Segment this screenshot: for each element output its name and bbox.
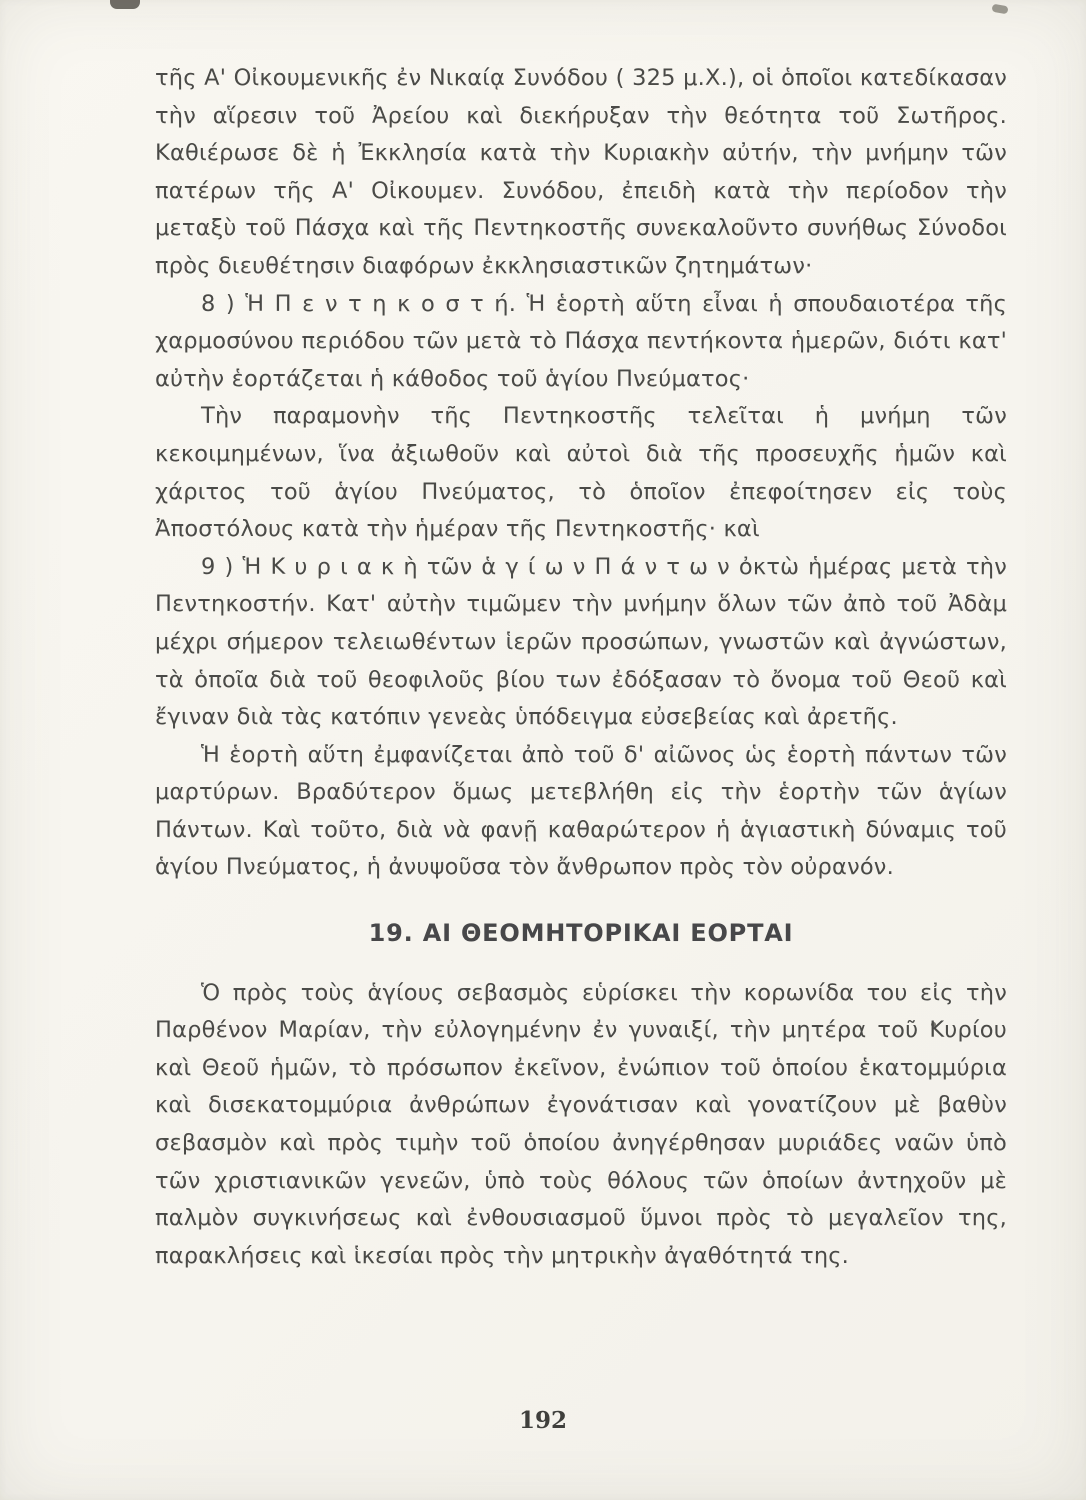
- page-number: 192: [518, 1407, 567, 1434]
- scan-artifact-top-left: [110, 0, 140, 9]
- paragraph-item-8-pentecost: 8 ) Ἡ Π ε ν τ η κ ο σ τ ή. Ἡ ἑορτὴ αὕτη εἶναι ἡ σπουδαιοτέρα τῆς χαρμοσύνου περιόδου τῶν μετὰ τὸ Πάσχα πεντήκοντα ἡμερῶν, διότι κατ' αὐτὴν ἑορτάζεται ἡ κάθοδος τοῦ ἁγίου Πνεύματος·: [155, 290, 1007, 392]
- section-heading: 19. ΑΙ ΘΕΟΜΗΤΟΡΙΚΑΙ ΕΟΡΤΑΙ: [368, 919, 794, 948]
- scan-artifact-top-right: [991, 4, 1008, 15]
- paragraph-continuation: τῆς Α' Οἰκουμενικῆς ἐν Νικαίᾳ Συνόδου ( 325 μ.Χ.), οἱ ὁποῖοι κατεδίκασαν τὴν αἵρεσιν τοῦ Ἀρείου καὶ διεκήρυξαν τὴν θεότητα τοῦ Σωτῆρος. Καθιέρωσε δὲ ἡ Ἐκκλησία κατὰ τὴν Κυριακὴν αὐτήν, τὴν μνήμην τῶν πατέρων τῆς Α' Οἰκουμεν. Συνόδου, ἐπειδὴ κατὰ τὴν περίοδον τὴν μεταξὺ τοῦ Πάσχα καὶ τῆς Πεντηκοστῆς συνεκαλοῦντο συνήθως Σύνοδοι πρὸς διευθέτησιν διαφόρων ἐκκλησιαστικῶν ζητημάτων·: [155, 65, 1007, 279]
- paragraph-eve-of-pentecost: Τὴν παραμονὴν τῆς Πεντηκοστῆς τελεῖται ἡ μνήμη τῶν κεκοιμημένων, ἵνα ἀξιωθοῦν καὶ αὐτοὶ διὰ τῆς προσευχῆς ἡμῶν καὶ χάριτος τοῦ ἁγίου Πνεύματος, τὸ ὁποῖον ἐπεφοίτησεν εἰς τοὺς Ἀποστόλους κατὰ τὴν ἡμέραν τῆς Πεντηκοστῆς· καὶ: [155, 403, 1007, 543]
- paragraph-theotokos-veneration: Ὁ πρὸς τοὺς ἁγίους σεβασμὸς εὑρίσκει τὴν κορωνίδα του εἰς τὴν Παρθένον Μαρίαν, τὴν εὐλογημένην ἐν γυναιξί, τὴν μητέρα τοῦ Κυρίου καὶ Θεοῦ ἡμῶν, τὸ πρόσωπον ἐκεῖνον, ἐνώπιον τοῦ ὁποίου ἑκατομμύρια καὶ δισεκατομμύρια ἀνθρώπων ἐγονάτισαν καὶ γονατίζουν μὲ βαθὺν σεβασμὸν καὶ πρὸς τιμὴν τοῦ ὁποίου ἀνηγέρθησαν μυριάδες ναῶν ὑπὸ τῶν χριστιανικῶν γενεῶν, ὑπὸ τοὺς θόλους τῶν ὁποίων ἀντηχοῦν μὲ παλμὸν συγκινήσεως καὶ ἐνθουσιασμοῦ ὕμνοι πρὸς τὸ μεγαλεῖον της, παρακλήσεις καὶ ἱκεσίαι πρὸς τὴν μητρικὴν ἀγαθότητά της.: [155, 979, 1007, 1269]
- paragraph-item-9-all-saints: 9 ) Ἡ Κ υ ρ ι α κ ὴ τῶν ἁ γ ί ω ν Π ά ν τ ω ν ὀκτὼ ἡμέρας μετὰ τὴν Πεντηκοστήν. Κατ' αὐτὴν τιμῶμεν τὴν μνήμην ὅλων τῶν ἀπὸ τοῦ Ἀδὰμ μέχρι σήμερον τελειωθέντων ἱερῶν προσώπων, γνωστῶν καὶ ἀγνώστων, τὰ ὁποῖα διὰ τοῦ θεοφιλοῦς βίου των ἐδόξασαν τὸ ὄνομα τοῦ Θεοῦ καὶ ἔγιναν διὰ τὰς κατόπιν γενεὰς ὑπόδειγμα εὐσεβείας καὶ ἀρετῆς.: [155, 553, 1007, 731]
- text-column: [155, 60, 1007, 1275]
- paragraph-feast-origin: Ἡ ἑορτὴ αὕτη ἐμφανίζεται ἀπὸ τοῦ δ' αἰῶνος ὡς ἑορτὴ πάντων τῶν μαρτύρων. Βραδύτερον ὅμως μετεβλήθη εἰς τὴν ἑορτὴν τῶν ἁγίων Πάντων. Καὶ τοῦτο, διὰ νὰ φανῇ καθαρώτερον ἡ ἁγιαστικὴ δύναμις τοῦ ἁγίου Πνεύματος, ἡ ἀνυψοῦσα τὸν ἄνθρωπον πρὸς τὸν οὐρανόν.: [155, 741, 1007, 881]
